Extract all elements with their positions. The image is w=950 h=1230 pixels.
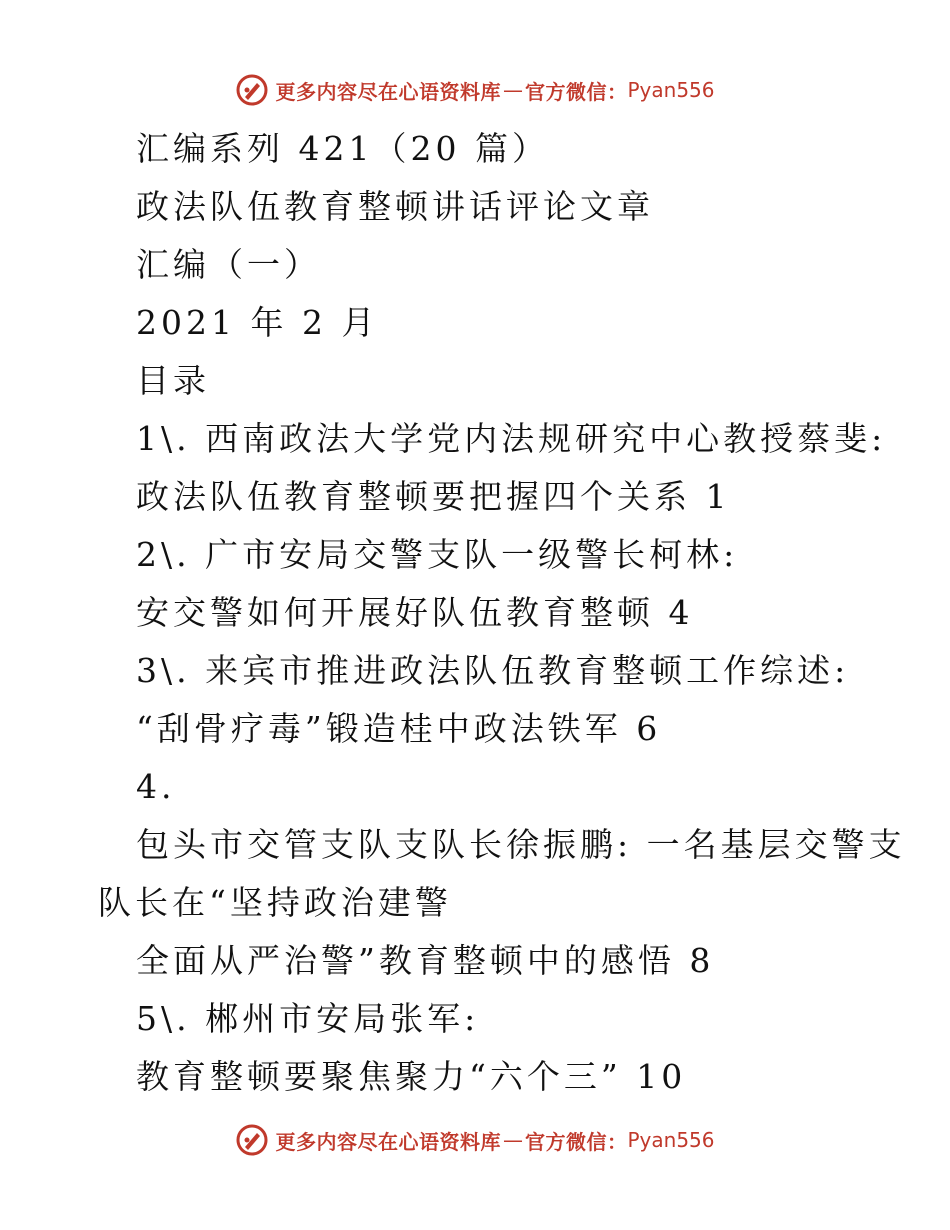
document-title-line: 政法队伍教育整顿讲话评论文章 bbox=[136, 187, 654, 226]
watermark-text: 更多内容尽在心语资料库 bbox=[275, 1129, 501, 1154]
toc-item-4-number: 4. bbox=[136, 767, 176, 806]
watermark-text: 更多内容尽在心语资料库 bbox=[275, 79, 501, 104]
toc-item-3-author: 3\. 来宾市推进政法队伍教育整顿工作综述: bbox=[136, 651, 850, 690]
pen-nib-badge-icon bbox=[235, 1123, 269, 1157]
document-date-line: 2021 年 2 月 bbox=[136, 303, 379, 342]
document-body bbox=[0, 120, 950, 1106]
toc-item-4-title: 全面从严治警”教育整顿中的感悟 8 bbox=[136, 941, 715, 980]
watermark-account-label: 官方微信： bbox=[524, 79, 628, 104]
toc-heading: 目录 bbox=[136, 361, 210, 400]
watermark-account-label: 官方微信： bbox=[524, 1129, 628, 1154]
watermark-separator: — bbox=[502, 1128, 523, 1152]
toc-item-5-title: 教育整顿要聚焦聚力“六个三” 10 bbox=[136, 1057, 687, 1096]
document-volume-line: 汇编（一） bbox=[136, 245, 321, 284]
pen-nib-badge-icon bbox=[235, 73, 269, 107]
header-watermark bbox=[0, 70, 950, 110]
toc-item-2-title: 安交警如何开展好队伍教育整顿 4 bbox=[136, 593, 694, 632]
toc-item-4-author-continued: 队长在“坚持政治建警 bbox=[98, 883, 452, 922]
toc-item-4-author: 包头市交管支队支队长徐振鹏: 一名基层交警支 bbox=[136, 825, 906, 864]
toc-item-1-author: 1\. 西南政法大学党内法规研究中心教授蔡斐: bbox=[136, 419, 887, 458]
toc-item-2-author: 2\. 广市安局交警支队一级警长柯林: bbox=[136, 535, 739, 574]
toc-item-1-title: 政法队伍教育整顿要把握四个关系 1 bbox=[136, 477, 731, 516]
footer-watermark bbox=[0, 1120, 950, 1160]
watermark-account: Pyan556 bbox=[627, 78, 715, 102]
collection-series-line: 汇编系列 421（20 篇） bbox=[136, 129, 549, 168]
watermark-separator: — bbox=[502, 78, 523, 102]
toc-item-5-author: 5\. 郴州市安局张军: bbox=[136, 999, 480, 1038]
toc-item-3-title: “刮骨疗毒”锻造桂中政法铁军 6 bbox=[136, 709, 662, 748]
watermark-account: Pyan556 bbox=[627, 1128, 715, 1152]
